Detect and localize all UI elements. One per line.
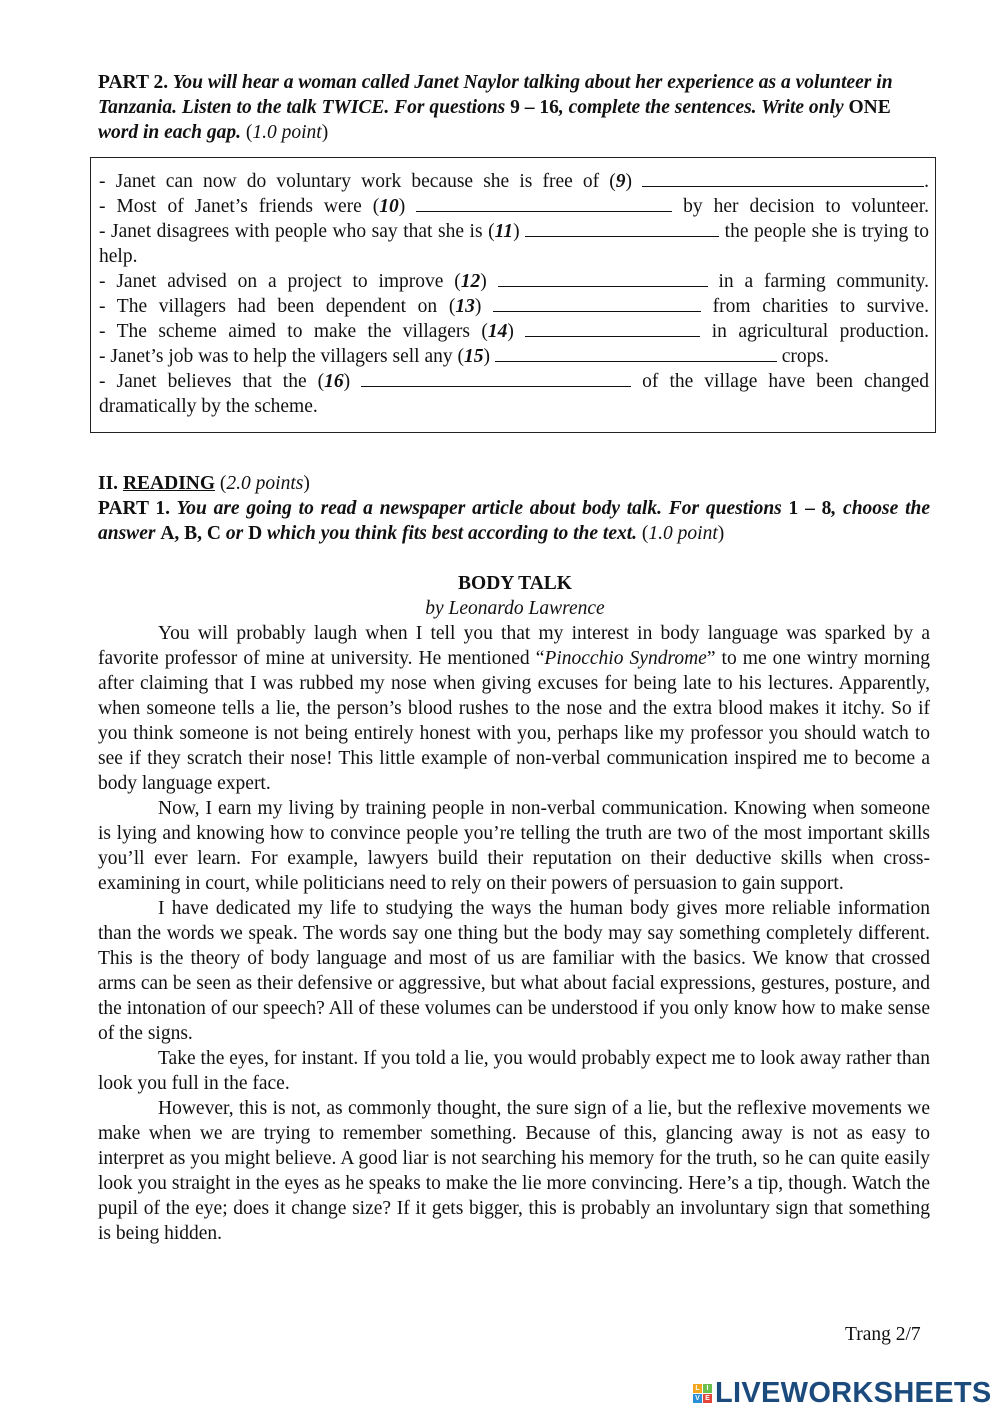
answer-blank[interactable]: [525, 219, 719, 237]
part2-instructions: PART 2. You will hear a woman called Janet Naylor talking about her experience as a volunteer in Tanzania. Listen to the talk TWICE. For questions 9 – 16, complete the sentences. Write only ONE word in each gap. (1.0 point): [98, 72, 893, 143]
section-number: II.: [98, 473, 119, 494]
answer-blank[interactable]: [493, 294, 701, 312]
logo-letter: E: [703, 1394, 712, 1403]
item-text: - The scheme aimed to make the villagers: [99, 321, 482, 342]
item-text: the people she is trying to help.: [99, 221, 929, 267]
instruction-text: You will hear a woman called Janet Naylor talking about her experience as a volunteer in Tanzania. Listen to the talk TWICE. For questions: [98, 72, 893, 118]
part1-instructions: PART 1. You are going to read a newspaper article about body talk. For questions 1 – 8, choose the answer A, B, C or D which you think fits best according to the text. (1.0 point): [98, 498, 930, 544]
gap-fill-box: [90, 157, 936, 433]
answer-blank[interactable]: [525, 319, 700, 337]
gap-item: - Janet disagrees with people who say that she is (11) the people she is trying to help.: [99, 221, 929, 267]
item-text: .: [924, 171, 929, 192]
question-number: 11: [494, 221, 514, 242]
item-text: - The villagers had been dependent on: [99, 296, 449, 317]
logo-icon: [693, 1384, 712, 1403]
logo-text: LIVEWORKSHEETS: [715, 1377, 992, 1409]
gap-item: - Janet advised on a project to improve (12) in a farming community.: [99, 271, 929, 292]
answer-blank[interactable]: [642, 169, 924, 187]
instruction-text: , complete the sentences. Write only: [558, 97, 849, 118]
answer-options: A, B, C: [160, 523, 221, 544]
item-text: - Janet believes that the: [99, 371, 318, 392]
points: 2.0 points: [226, 473, 304, 494]
gap-item: - The scheme aimed to make the villagers (14) in agricultural production.: [99, 321, 929, 342]
logo-letter: V: [693, 1394, 702, 1403]
gap-item: - Janet’s job was to help the villagers sell any (15) crops.: [99, 346, 829, 367]
logo-letter: L: [693, 1384, 702, 1393]
gap-item: - Most of Janet’s friends were (10) by her decision to volunteer.: [99, 196, 929, 217]
item-text: - Janet can now do voluntary work because she is free of: [99, 171, 610, 192]
text: ” to me one wintry morning after claiming that I was rubbed my nose when giving excuses for being late to his lectures. Apparently, when someone tells a lie, the person’s blood rushes to the nose and the extra blood makes it itchy. So if you think someone is not being entirely honest with you, perhaps like my professor you should watch to see if they scratch their nose! This little example of non-verbal communication inspired me to become a body language expert.: [98, 648, 930, 794]
item-text: from charities to survive.: [700, 296, 930, 317]
instruction-text: word in each gap.: [98, 122, 242, 143]
question-number: 10: [379, 196, 399, 217]
article-paragraph: [98, 621, 930, 796]
answer-blank[interactable]: [495, 344, 777, 362]
liveworksheets-logo[interactable]: [693, 1378, 992, 1408]
question-number: 16: [324, 371, 344, 392]
logo-letter: I: [703, 1384, 712, 1393]
item-text: crops.: [776, 346, 829, 367]
reading-section-heading: II. READING (2.0 points) PART 1. You are going to read a newspaper article about body talk. For questions 1 – 8, choose the answer A, B, C or D which you think fits best according to the text. (1.0 point): [98, 473, 930, 544]
item-text: - Janet’s job was to help the villagers sell any: [99, 346, 458, 367]
question-number: 15: [464, 346, 484, 367]
item-text: - Janet advised on a project to improve: [99, 271, 455, 292]
article-byline: by Leonardo Lawrence: [425, 598, 605, 619]
article-body: [98, 621, 930, 1246]
item-text: in a farming community.: [707, 271, 929, 292]
part-label: PART 1.: [98, 498, 171, 519]
question-number: 14: [487, 321, 508, 342]
question-number: 13: [455, 296, 475, 317]
article-paragraph: I have dedicated my life to studying the ways the human body gives more reliable information than the words we speak. The words say one thing but the body may say something completely different. This is the theory of body language and most of us are familiar with the basics. We know that crossed arms can be seen as their defensive or aggressive, but what about facial expressions, gestures, posture, and the intonation of our speech? All of these volumes can be understood if you only know how to make sense of the signs.: [98, 898, 930, 1044]
answer-options: D: [248, 523, 263, 544]
question-number: 9: [615, 171, 626, 192]
answer-blank[interactable]: [416, 194, 672, 212]
answer-blank[interactable]: [498, 269, 708, 287]
points: 1.0 point: [252, 122, 322, 143]
instruction-text: , choose the answer: [98, 498, 930, 544]
item-text: of the village have been changed dramatically by the scheme.: [99, 371, 930, 417]
article-paragraph: Take the eyes, for instant. If you told a lie, you would probably expect me to look away rather than look you full in the face.: [98, 1048, 930, 1094]
section-title: READING: [122, 473, 216, 494]
text: You will probably laugh when I tell you that my interest in body language was sparked by a favorite professor of mine at university. He mentioned “: [98, 623, 930, 669]
answer-blank[interactable]: [361, 369, 631, 387]
question-range: 1 – 8: [788, 498, 832, 519]
question-number: 12: [460, 271, 481, 292]
article-paragraph: However, this is not, as commonly thought, the sure sign of a lie, but the reflexive movements we make when we are trying to remember something. Because of this, glancing away is not as easy to interpret as you might believe. A good liar is not searching his memory for the truth, so he can quite easily look you straight in the eyes as he speaks to make the lie more convincing. Here’s a tip, though. Watch the pupil of the eye; does it change size? If it gets bigger, this is probably an involuntary sign that something is being hidden.: [98, 1098, 930, 1244]
instruction-text: which you think fits best according to the text.: [262, 523, 638, 544]
gap-item: - The villagers had been dependent on (13) from charities to survive.: [99, 296, 930, 317]
item-text: by her decision to volunteer.: [672, 196, 929, 217]
instruction-text: You are going to read a newspaper article about body talk. For questions: [170, 498, 789, 519]
page-number: Trang 2/7: [845, 1324, 921, 1345]
gap-item: - Janet believes that the (16) of the village have been changed dramatically by the scheme.: [99, 371, 930, 417]
gap-item: - Janet can now do voluntary work because she is free of (9) .: [99, 171, 929, 192]
italic-term: Pinocchio Syndrome: [544, 648, 707, 669]
part-label: PART 2.: [98, 72, 169, 93]
item-text: - Janet disagrees with people who say that she is: [99, 221, 489, 242]
question-range: 9 – 16: [510, 97, 559, 118]
article-title: BODY TALK: [458, 573, 572, 594]
instruction-emphasis: ONE: [848, 97, 891, 118]
item-text: - Most of Janet’s friends were: [99, 196, 373, 217]
item-text: in agricultural production.: [700, 321, 929, 342]
points: 1.0 point: [648, 523, 718, 544]
instruction-text: or: [220, 523, 249, 544]
article-paragraph: Now, I earn my living by training people in non-verbal communication. Knowing when someone is lying and knowing how to convince people you’re telling the truth are two of the most important skills you’ll ever learn. For example, lawyers build their reputation on their deductive skills when cross-examining in court, while politicians need to rely on their powers of persuasion to gain support.: [98, 798, 930, 894]
